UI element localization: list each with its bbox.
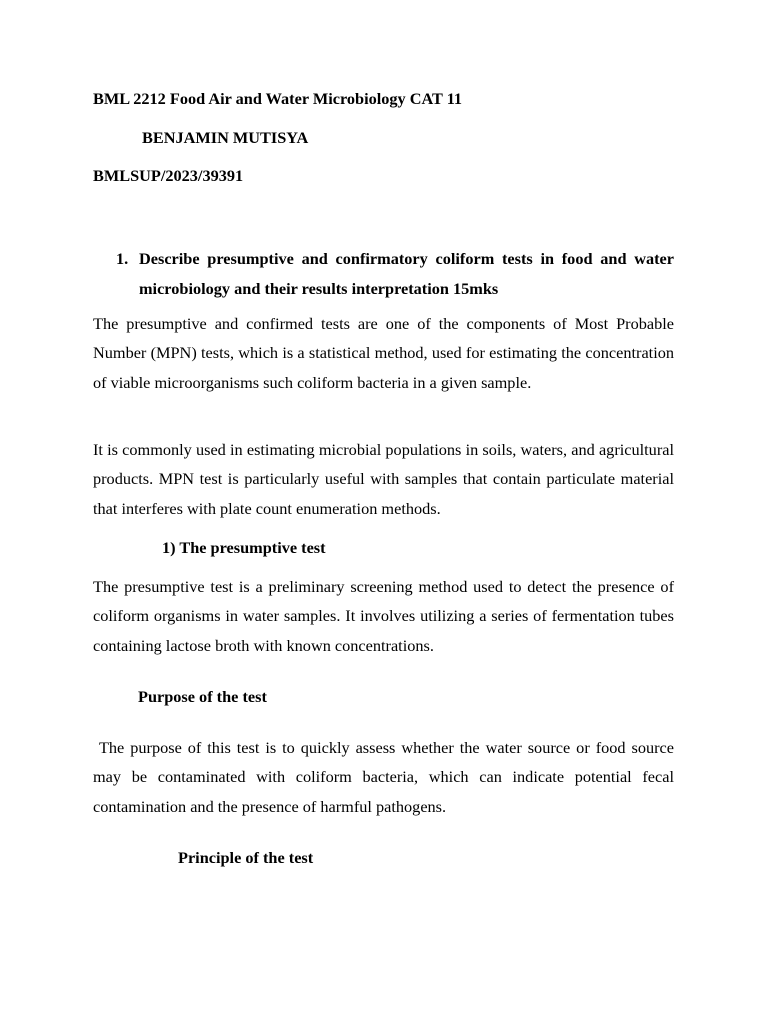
question-number: 1. [116,249,129,268]
paragraph-presumptive-test: The presumptive test is a preliminary screening method used to detect the presence of coliform organisms in water samples. It involves utilizing a series of fermentation tubes containing lactose broth with known concentrations. [93,577,674,655]
student-name: BENJAMIN MUTISYA [142,128,309,147]
paragraph-mpn-usage: It is commonly used in estimating microbial populations in soils, waters, and agricultural products. MPN test is particularly useful with samples that contain particulate material that interferes with plate count enumeration methods. [93,440,674,518]
subheading-purpose: Purpose of the test [138,687,267,706]
paragraph-purpose: The purpose of this test is to quickly assess whether the water source or food source may be contaminated with coliform bacteria, which can indicate potential fecal contamination and the presence of harmful pathogens. [93,738,679,816]
question-text: Describe presumptive and confirmatory coliform tests in food and water microbiology and their results interpretation 15mks [139,249,674,298]
registration-number: BMLSUP/2023/39391 [93,166,244,185]
paragraph-mpn-intro: The presumptive and confirmed tests are one of the components of Most Probable Number (MPN) tests, which is a statistical method, used for estimating the concentration of viable microorganisms such coliform bacteria in a given sample. [93,314,674,392]
section-heading-presumptive-test: 1) The presumptive test [162,538,326,557]
subheading-principle: Principle of the test [178,848,314,867]
course-title: BML 2212 Food Air and Water Microbiology CAT 11 [93,89,463,108]
